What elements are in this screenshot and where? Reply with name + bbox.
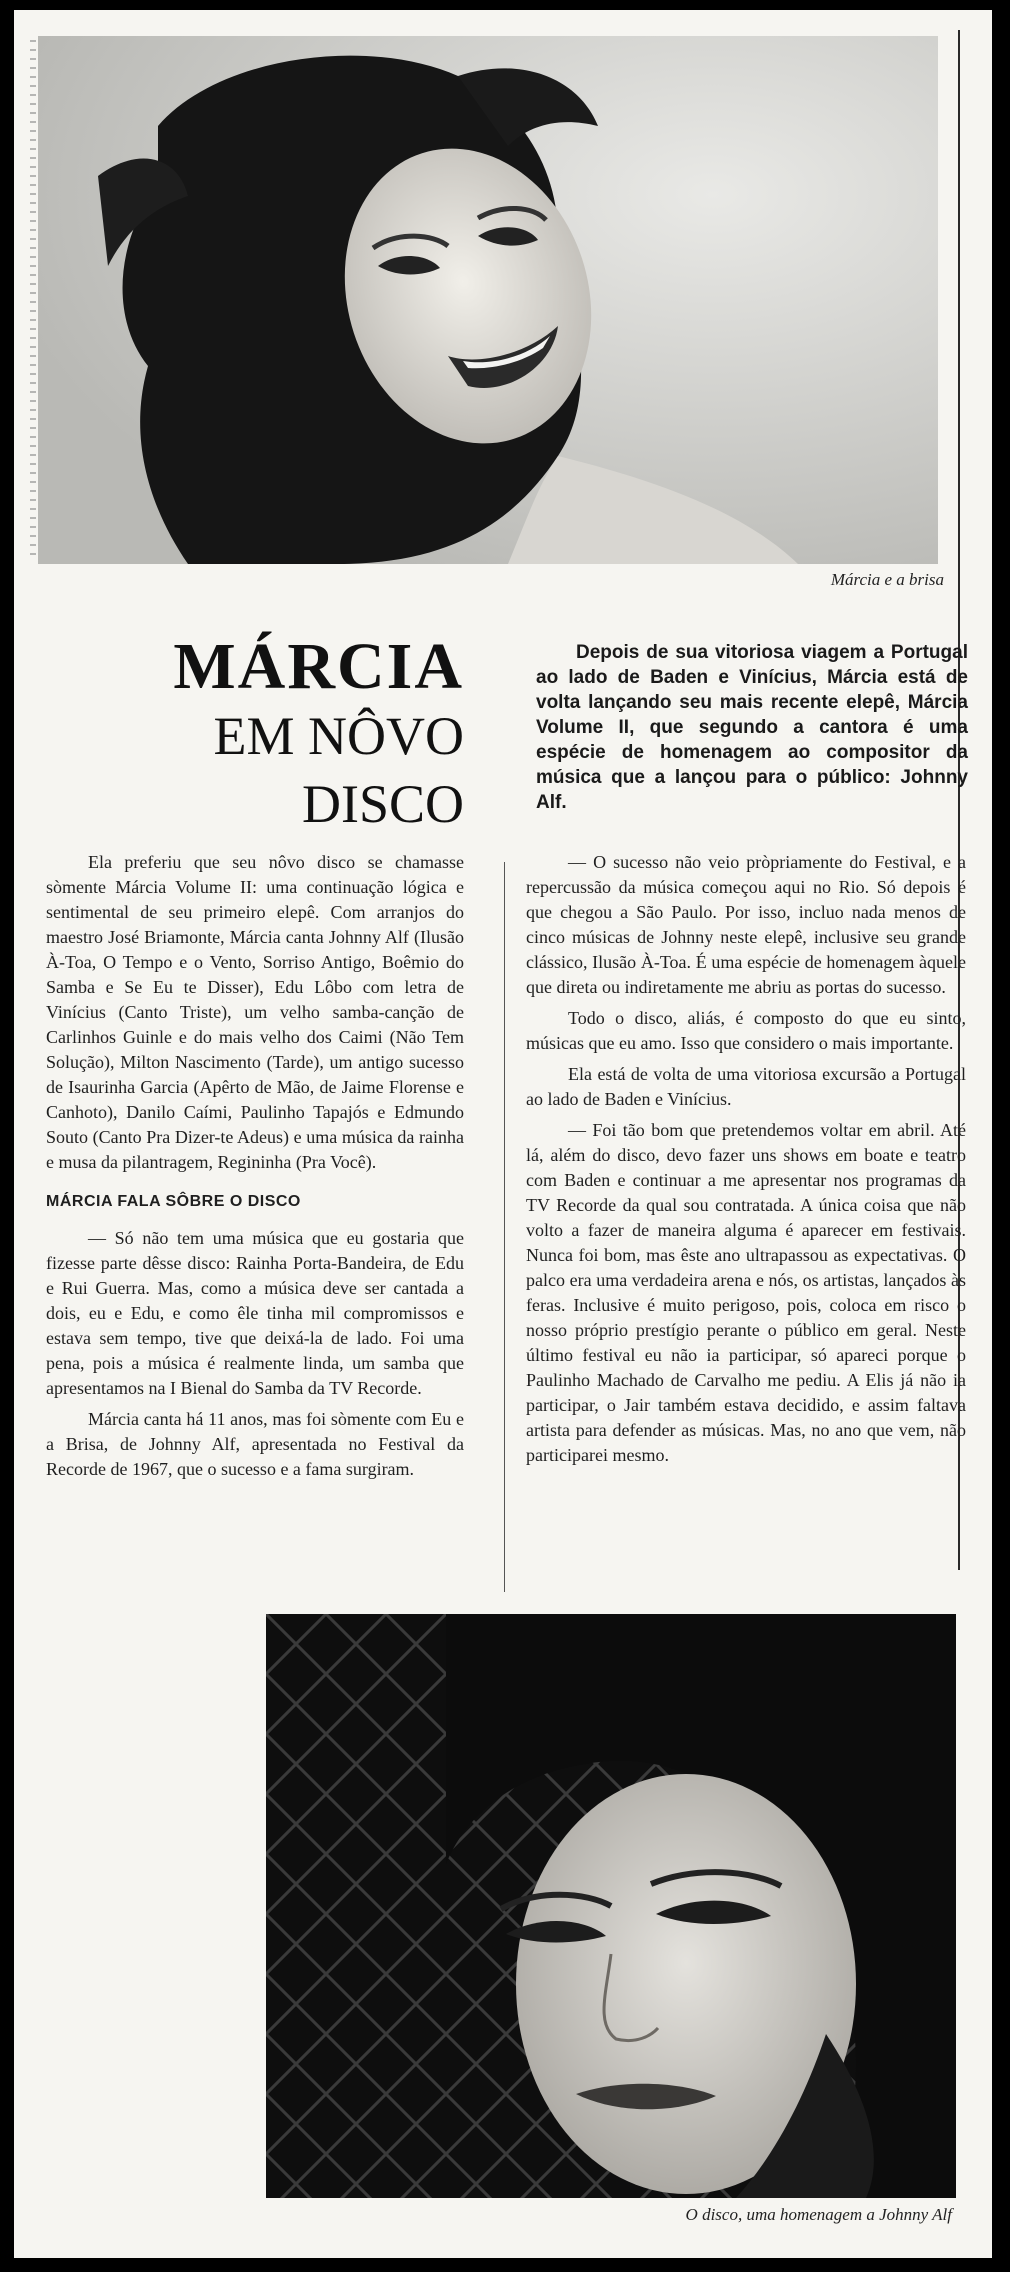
headline (94, 632, 464, 838)
top-photo-image (38, 36, 938, 564)
paragraph: Márcia canta há 11 anos, mas foi sòmente com Eu e a Brisa, de Johnny Alf, apresentada no Festival da Recorde de 1967, que o sucesso e a fama surgiram. (46, 1409, 464, 1479)
paragraph: Ela preferiu que seu nôvo disco se chamasse sòmente Márcia Volume II: uma continuação lógica e sentimental de seu primeiro elepê. Com arranjos do maestro José Briamonte, Márcia canta Johnny Alf (Ilusão À-Toa, O Tempo e o Vento, Sorriso Antigo, Boêmio do Samba e Se Eu te Disser), Edu Lôbo com letra de Vinícius (Canto Triste), um velho samba-canção de Carlinhos Guinle e do mais velho dos Caimi (Não Tem Solução), Milton Nascimento (Tarde), um antigo sucesso de Isaurinha Garcia (Apêrto de Mão, de Jaime Florense e Canhoto), Danilo Caími, Paulinho Tapajós e Edmundo Souto (Canto Pra Dizer-te Adeus) e uma música da rainha e musa da pilantragem, Regininha (Pra Você). (46, 852, 464, 1172)
headline-line-3: DISCO (301, 774, 464, 834)
left-column (46, 850, 464, 1488)
paragraph: Todo o disco, aliás, é composto do que eu sinto, músicas que eu amo. Isso que considero o mais importante. (526, 1008, 966, 1053)
bottom-photo-caption: O disco, uma homenagem a Johnny Alf (685, 2205, 952, 2224)
bottom-photo (266, 1614, 956, 2198)
section-subhead: MÁRCIA FALA SÔBRE O DISCO (46, 1193, 301, 1210)
paragraph: Ela está de volta de uma vitoriosa excursão a Portugal ao lado de Baden e Vinícius. (526, 1064, 966, 1109)
bottom-photo-image (266, 1614, 956, 2198)
scan-edge-marks (30, 40, 36, 560)
right-column (526, 850, 966, 1474)
paragraph: — Só não tem uma música que eu gostaria que fizesse parte dêsse disco: Rainha Porta-Bandeira, de Edu e Rui Guerra. Mas, como a música deve ser cantada a dois, eu e Edu, e como êle tinha mil compromissos e estava sem tempo, tive que deixá-la de lado. Foi uma pena, pois a música é realmente linda, um samba que apresentamos na I Bienal do Samba da TV Recorde. (46, 1228, 464, 1398)
column-divider (504, 862, 505, 1592)
headline-line-2: EM NÔVO (213, 706, 464, 766)
headline-main: MÁRCIA (173, 630, 464, 703)
newspaper-page (14, 10, 992, 2258)
top-photo (38, 36, 938, 564)
paragraph: — O sucesso não veio pròpriamente do Festival, e a repercussão da música começou aqui no Rio. Só depois é que chegou a São Paulo. Por isso, incluo nada menos de cinco músicas de Johnny neste elepê, inclusive seu grande clássico, Ilusão À-Toa. É uma espécie de homenagem àquele que direta ou indiretamente me abriu as portas do sucesso. (526, 852, 966, 997)
paragraph: — Foi tão bom que pretendemos voltar em abril. Até lá, além do disco, devo fazer uns shows em boate e teatro com Baden e continuar a me apresentar nos programas da TV Recorde da qual sou contratada. A única coisa que não volto a fazer de maneira alguma é aparecer em festivais. Nunca foi bom, mas êste ano ultrapassou as expectativas. O palco era uma verdadeira arena e nós, os artistas, lançados às feras. Inclusive é muito perigoso, pois, coloca em risco o nosso próprio prestígio perante o público em geral. Neste último festival eu não ia participar, só apareci porque o Paulinho Machado de Carvalho me pediu. A Elis já não ia participar, o Jair também estava decidido, e assim faltava artista para defender as músicas. Mas, no ano que vem, não participarei mesmo. (526, 1120, 966, 1465)
lede-paragraph: Depois de sua vitoriosa viagem a Portugal ao lado de Baden e Vinícius, Márcia está de volta lançando seu mais recente elepê, Márcia Volume II, que segundo a cantora é uma espécie de homenagem ao compositor da música que a lançou para o público: Johnny Alf. (536, 642, 968, 813)
top-photo-caption: Márcia e a brisa (830, 570, 944, 589)
